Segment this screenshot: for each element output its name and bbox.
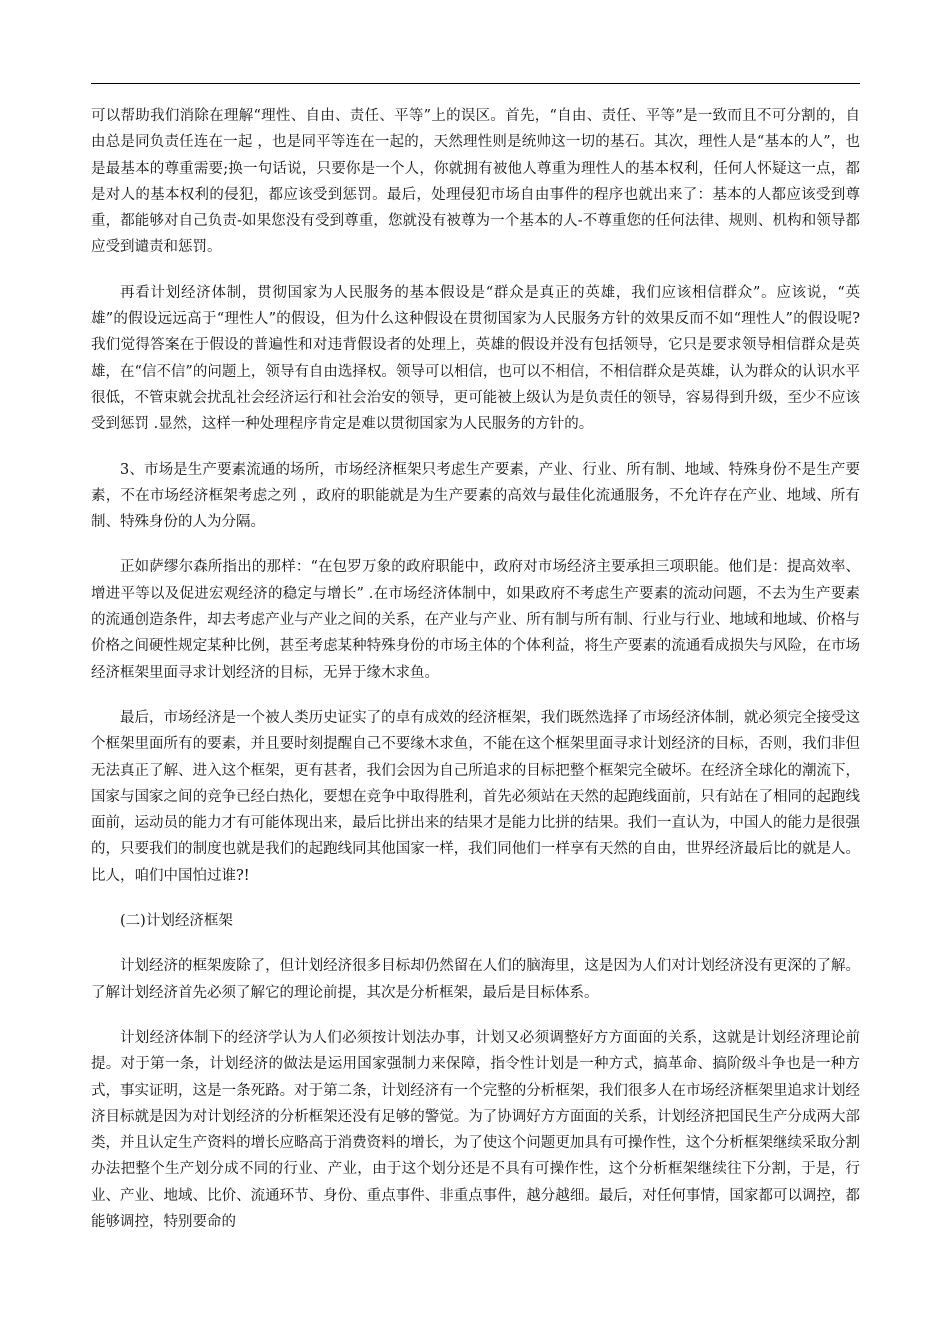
header-rule bbox=[91, 83, 860, 84]
paragraph-5: 最后，市场经济是一个被人类历史证实了的卓有成效的经济框架，我们既然选择了市场经济体制，就必须完全接受这个框架里面所有的要素，并且要时刻提醒自己不要缘木求鱼，不能在这个框架里面寻求计划经济的目标，否则，我们非但无法真正了解、进入这个框架，更有甚者，我们会因为自己所追求的目标把整个框架完全破坏。在经济全球化的潮流下，国家与国家之间的竞争已经白热化，要想在竞争中取得胜利，首先必须站在天然的起跑线面前，只有站在了相同的起跑线面前，运动员的能力才有可能体现出来，最后比拼出来的结果才是能力比拼的结果。我们一直认为，中国人的能力是很强的，只要我们的制度也就是我们的起跑线同其他国家一样，我们同他们一样享有天然的自由，世界经济最后比的就是人。比人，咱们中国怕过谁?! bbox=[91, 709, 860, 884]
section-heading: (二)计划经济框架 bbox=[120, 913, 233, 930]
body-text bbox=[91, 103, 860, 1254]
paragraph-4: 正如萨缪尔森所指出的那样：“在包罗万象的政府职能中，政府对市场经济主要承担三项职能。他们是：提高效率、增进平等以及促进宏观经济的稳定与增长” .在市场经济体制中，如果政府不考虑生产要素的流动问题，不去为生产要素的流通创造条件，却去考虑产业与产业之间的关系，在产业与产业、所有制与所有制、行业与行业、地域和地域、价格与价格之间硬性规定某种比例，甚至考虑某种特殊身份的市场主体的个体利益，将生产要素的流通看成损失与风险，在市场经济框架里面寻求计划经济的目标，无异于缘木求鱼。 bbox=[91, 559, 860, 681]
paragraph-1: 可以帮助我们消除在理解“理性、自由、责任、平等”上的误区。首先，“自由、责任、平等”是一致而且不可分割的，自由总是同负责任连在一起 ，也是同平等连在一起的，天然理性则是统帅这一切的基石。其次，理性人是“基本的人”，也是最基本的尊重需要;换一句话说，只要你是一个人，你就拥有被他人尊重为理性人的基本权利，任何人怀疑这一点，都是对人的基本权利的侵犯，都应该受到惩罚。最后，处理侵犯市场自由事件的程序也就出来了：基本的人都应该受到尊重，都能够对自己负责-如果您没有受到尊重，您就没有被尊为一个基本的人-不尊重您的任何法律、规则、机构和领导都应受到谴责和惩罚。 bbox=[91, 108, 860, 256]
paragraph-2: 再看计划经济体制，贯彻国家为人民服务的基本假设是“群众是真正的英雄，我们应该相信群众”。应该说，“英雄”的假设远远高于“理性人”的假设，但为什么这种假设在贯彻国家为人民服务方针的效果反而不如“理性人”的假设呢?我们觉得答案在于假设的普遍性和对违背假设者的处理上，英雄的假设并没有包括领导，它只是要求领导相信群众是英雄，在“信不信”的问题上，领导有自由选择权。领导可以相信，也可以不相信，不相信群众是英雄，认为群众的认识水平很低，不管束就会扰乱社会经济运行和社会治安的领导，更可能被上级认为是负责任的领导，容易得到升级，至少不应该受到惩罚 .显然，这样一种处理程序肯定是难以贯彻国家为人民服务的方针的。 bbox=[91, 284, 860, 433]
paragraph-7: 计划经济体制下的经济学认为人们必须按计划法办事，计划又必须调整好方方面面的关系，这就是计划经济理论前提。对于第一条，计划经济的做法是运用国家强制力来保障，指令性计划是一种方式，搞革命、搞阶级斗争也是一种方式，事实证明，这是一条死路。对于第二条，计划经济有一个完整的分析框架，我们很多人在市场经济框架里追求计划经济目标就是因为对计划经济的分析框架还没有足够的警觉。为了协调好方方面面的关系，计划经济把国民生产分成两大部类，并且认定生产资料的增长应略高于消费资料的增长，为了使这个问题更加具有可操作性，这个分析框架继续采取分割办法把整个生产划分成不同的行业、产业，由于这个划分还是不具有可操作性，这个分析框架继续往下分割，于是，行业、产业、地域、比价、流通环节、身份、重点事件、非重点事件，越分越细。最后，对任何事情，国家都可以调控，都能够调控，特别要命的 bbox=[91, 1029, 860, 1230]
paragraph-3: 3、市场是生产要素流通的场所，市场经济框架只考虑生产要素，产业、行业、所有制、地域、特殊身份不是生产要素，不在市场经济框架考虑之列 ，政府的职能就是为生产要素的高效与最佳化流通服务，不允许存在产业、地域、所有制、特殊身份的人为分隔。 bbox=[91, 461, 860, 531]
paragraph-6: 计划经济的框架废除了，但计划经济很多目标却仍然留在人们的脑海里，这是因为人们对计划经济没有更深的了解。了解计划经济首先必须了解它的理论前提，其次是分析框架，最后是目标体系。 bbox=[91, 958, 860, 1001]
